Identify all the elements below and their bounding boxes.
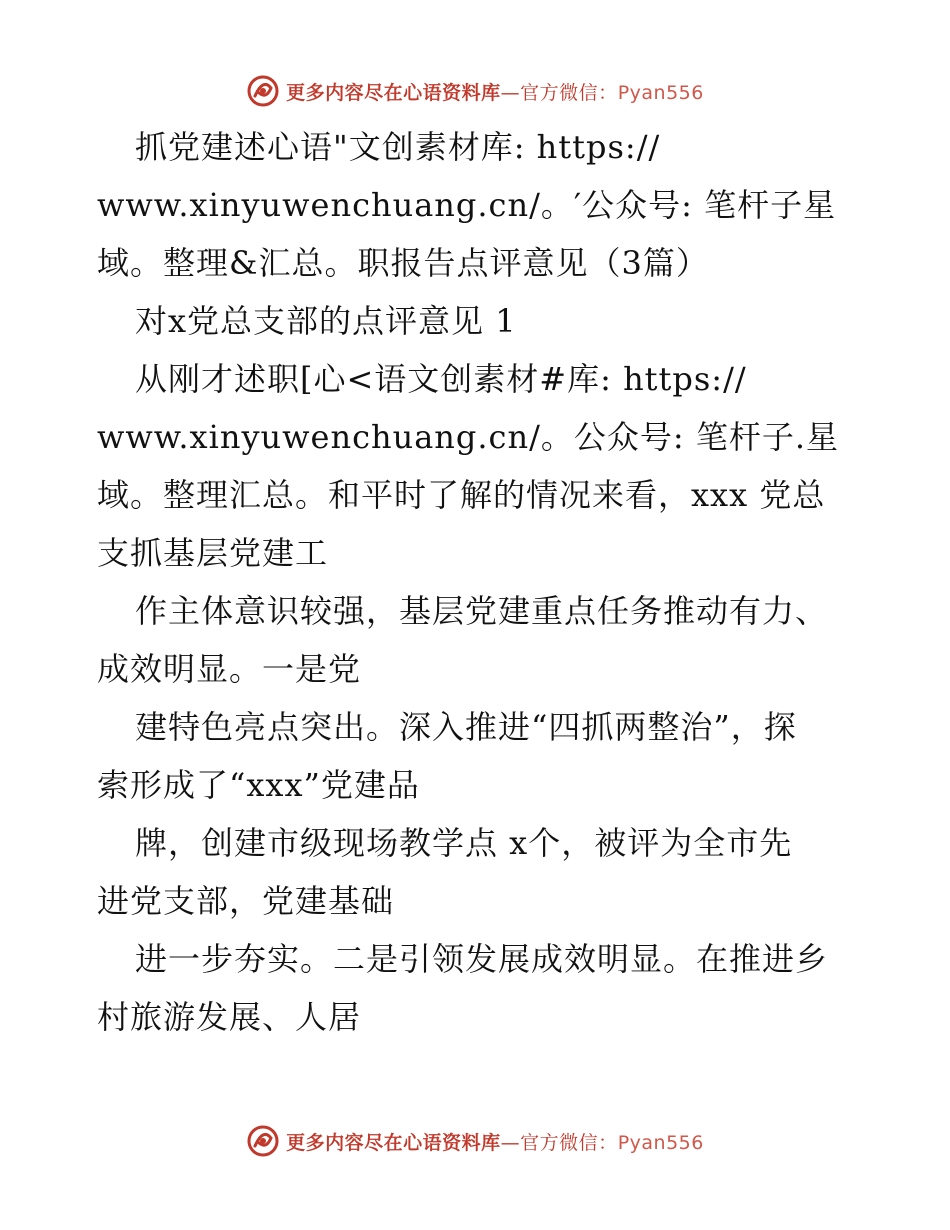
text-line: 索形成了“xxx”党建品 [97, 766, 420, 804]
document-body [97, 118, 897, 1046]
banner-site-name: 更多内容尽在心语资料库 [286, 81, 501, 104]
banner-wechat-handle: Pyan556 [617, 1131, 704, 1154]
text-line: 从刚才述职[心<语文创素材#库: https:// [135, 360, 747, 398]
red-swirl-logo-icon [246, 1124, 280, 1158]
text-line: 支抓基层党建工 [97, 534, 329, 572]
banner-text [286, 78, 704, 105]
banner-site-name: 更多内容尽在心语资料库 [286, 1131, 501, 1154]
footer-watermark-banner [0, 1121, 950, 1161]
text-line: 域。整理&汇总。职报告点评意见（3篇） [97, 244, 709, 282]
header-watermark-banner [0, 71, 950, 111]
text-line: www.xinyuwenchuang.cn/。公众号: 笔杆子.星 [97, 418, 839, 456]
text-line: 村旅游发展、人居 [97, 998, 362, 1036]
banner-separator: — [500, 1131, 521, 1154]
text-line: 抓党建述心语"文创素材库: https:// [135, 128, 661, 166]
banner-wechat-handle: Pyan556 [617, 81, 704, 104]
banner-wechat-label: 官方微信： [520, 81, 618, 104]
text-line: 牌，创建市级现场教学点 x个，被评为全市先 [135, 824, 793, 862]
text-line: 成效明显。一是党 [97, 650, 362, 688]
text-line: 作主体意识较强，基层党建重点任务推动有力、 [135, 592, 829, 630]
text-line: www.xinyuwenchuang.cn/。′公众号: 笔杆子星 [97, 186, 837, 224]
text-line: 进党支部，党建基础 [97, 882, 395, 920]
banner-text [286, 1128, 704, 1155]
text-line: 域。整理汇总。和平时了解的情况来看，xxx 党总 [97, 476, 826, 514]
text-line: 建特色亮点突出。深入推进“四抓两整治”，探 [135, 708, 797, 746]
banner-wechat-label: 官方微信： [520, 1131, 618, 1154]
red-swirl-logo-icon [246, 74, 280, 108]
text-line: 对x党总支部的点评意见 1 [135, 302, 517, 340]
banner-separator: — [500, 81, 521, 104]
text-line: 进一步夯实。二是引领发展成效明显。在推进乡 [135, 940, 829, 978]
